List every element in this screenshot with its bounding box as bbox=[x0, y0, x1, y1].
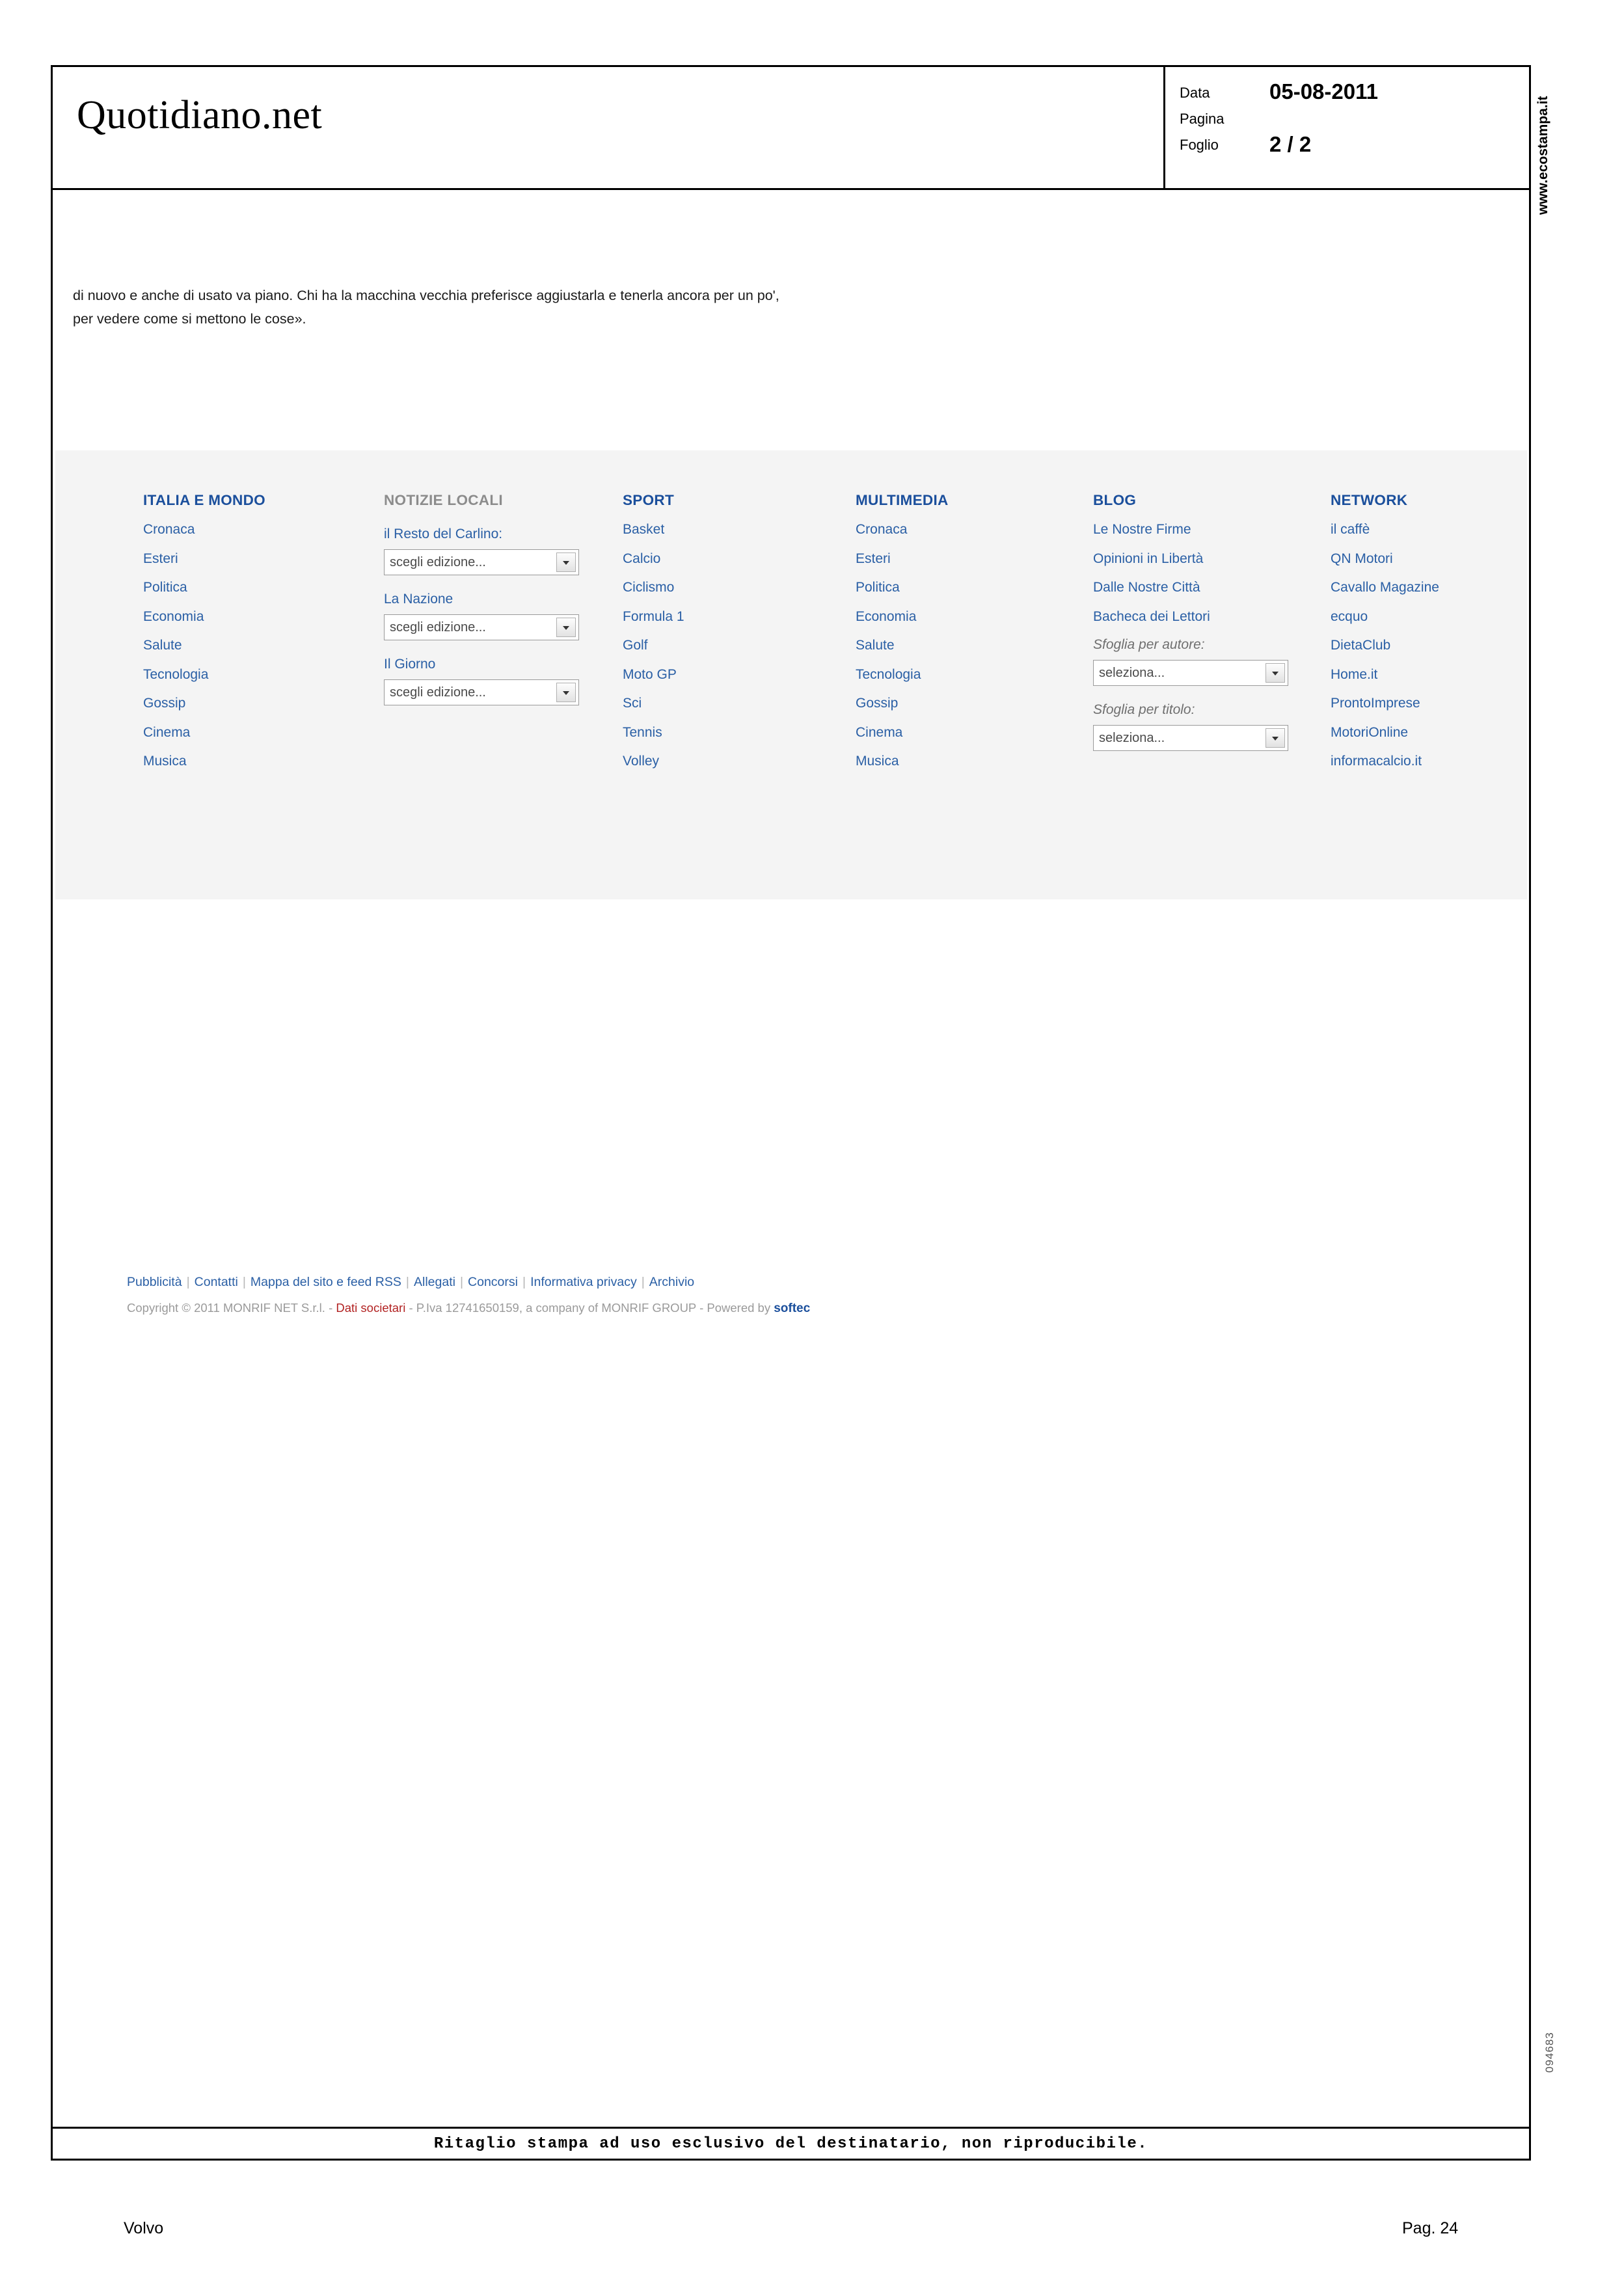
article-line-2: per vedere come si mettono le cose». bbox=[73, 311, 306, 327]
footer-link-archivio[interactable]: Archivio bbox=[649, 1275, 695, 1289]
link-item[interactable]: Politica bbox=[143, 580, 187, 595]
link-item[interactable]: il caffè bbox=[1331, 522, 1370, 537]
article-body bbox=[73, 284, 1244, 331]
link-item[interactable]: Musica bbox=[856, 754, 899, 769]
link-item[interactable]: ecquo bbox=[1331, 608, 1368, 624]
sitemap-column-network bbox=[1331, 492, 1439, 776]
sitemap-column-notizie-locali bbox=[384, 492, 579, 716]
copyright-monrif-group-link[interactable]: MONRIF GROUP bbox=[601, 1301, 696, 1315]
link-item[interactable]: Politica bbox=[856, 580, 900, 595]
footer-links: Pubblicità | Contatti | Mappa del sito e feed RSS | Allegati | Concorsi | Informativa privacy | Archivio bbox=[127, 1275, 695, 1289]
edition-select-il-giorno[interactable] bbox=[384, 679, 579, 705]
clipping-meta-box bbox=[1163, 65, 1583, 190]
link-item[interactable]: Gossip bbox=[143, 696, 186, 711]
link-list bbox=[623, 515, 684, 776]
footer-link-allegati[interactable]: Allegati bbox=[413, 1275, 455, 1289]
edition-label-il-giorno: Il Giorno bbox=[384, 657, 436, 672]
copyright-line bbox=[127, 1301, 810, 1316]
column-heading: MULTIMEDIA bbox=[856, 492, 949, 508]
edition-select-resto-del-carlino[interactable] bbox=[384, 549, 579, 575]
footer-link-pubblicita[interactable]: Pubblicità bbox=[127, 1275, 182, 1289]
sitemap-column-blog bbox=[1093, 492, 1288, 761]
link-item[interactable]: Ciclismo bbox=[623, 580, 675, 595]
footer-link-contatti[interactable]: Contatti bbox=[194, 1275, 238, 1289]
link-item[interactable]: Esteri bbox=[856, 551, 891, 566]
link-item[interactable]: Economia bbox=[856, 608, 917, 624]
blog-select-titolo[interactable] bbox=[1093, 725, 1288, 751]
watermark-url: www.ecostampa.it bbox=[1536, 96, 1550, 215]
link-item[interactable]: Tennis bbox=[623, 724, 662, 740]
ritaglio-text: Ritaglio stampa ad uso esclusivo del destinatario, non riproducibile. bbox=[433, 2135, 1148, 2153]
link-list bbox=[1093, 515, 1288, 631]
copyright-powered: - Powered by bbox=[696, 1301, 774, 1315]
document-frame bbox=[51, 65, 1531, 2161]
link-item[interactable]: DietaClub bbox=[1331, 638, 1391, 653]
link-item[interactable]: Salute bbox=[143, 638, 182, 653]
link-item[interactable]: Golf bbox=[623, 638, 648, 653]
meta-value-data: 05-08-2011 bbox=[1269, 79, 1378, 103]
link-item[interactable]: Home.it bbox=[1331, 666, 1378, 682]
link-item[interactable]: Cronaca bbox=[856, 522, 908, 537]
chevron-down-icon[interactable] bbox=[556, 618, 576, 637]
sitemap-column-sport bbox=[623, 492, 684, 776]
column-heading: SPORT bbox=[623, 492, 675, 508]
chevron-down-icon[interactable] bbox=[1265, 728, 1285, 748]
column-heading: NOTIZIE LOCALI bbox=[384, 492, 503, 508]
link-item[interactable]: Salute bbox=[856, 638, 895, 653]
link-item[interactable]: ProntoImprese bbox=[1331, 696, 1420, 711]
link-item[interactable]: Economia bbox=[143, 608, 204, 624]
bottom-right-page-number: Pag. 24 bbox=[1402, 2219, 1459, 2237]
link-list bbox=[143, 515, 265, 776]
select-value: scegli edizione... bbox=[390, 620, 486, 635]
bottom-left-label: Volvo bbox=[124, 2219, 164, 2237]
link-item[interactable]: Basket bbox=[623, 522, 665, 537]
blog-label-sfoglia-autore: Sfoglia per autore: bbox=[1093, 637, 1205, 652]
link-item[interactable]: Cronaca bbox=[143, 522, 195, 537]
link-item[interactable]: Le Nostre Firme bbox=[1093, 522, 1191, 537]
article-line-1: di nuovo e anche di usato va piano. Chi ha la macchina vecchia preferisce aggiustarla e tenerla ancora per un po', bbox=[73, 288, 779, 303]
masthead bbox=[51, 65, 1531, 190]
chevron-down-icon[interactable] bbox=[556, 683, 576, 702]
footer-link-informativa-privacy[interactable]: Informativa privacy bbox=[530, 1275, 637, 1289]
chevron-down-icon[interactable] bbox=[556, 553, 576, 572]
link-item[interactable]: Sci bbox=[623, 696, 642, 711]
footer-link-concorsi[interactable]: Concorsi bbox=[468, 1275, 518, 1289]
edition-label-resto-del-carlino: il Resto del Carlino: bbox=[384, 526, 503, 541]
meta-label-pagina: Pagina bbox=[1180, 111, 1225, 127]
link-list bbox=[1331, 515, 1439, 776]
link-item[interactable]: Gossip bbox=[856, 696, 899, 711]
link-item[interactable]: MotoriOnline bbox=[1331, 724, 1409, 740]
link-item[interactable]: Dalle Nostre Città bbox=[1093, 580, 1200, 595]
edition-select-la-nazione[interactable] bbox=[384, 614, 579, 640]
link-item[interactable]: Esteri bbox=[143, 551, 178, 566]
link-item[interactable]: Cinema bbox=[856, 724, 903, 740]
copyright-prefix: Copyright © 2011 MONRIF NET S.r.l. - bbox=[127, 1301, 336, 1315]
blog-label-sfoglia-titolo: Sfoglia per titolo: bbox=[1093, 702, 1195, 717]
link-item[interactable]: Tecnologia bbox=[856, 666, 921, 682]
edition-label-la-nazione: La Nazione bbox=[384, 592, 453, 607]
link-item[interactable]: QN Motori bbox=[1331, 551, 1393, 566]
select-value: scegli edizione... bbox=[390, 685, 486, 700]
link-item[interactable]: Moto GP bbox=[623, 666, 677, 682]
link-list bbox=[856, 515, 949, 776]
link-item[interactable]: Formula 1 bbox=[623, 608, 684, 624]
link-item[interactable]: informacalcio.it bbox=[1331, 754, 1422, 769]
sitemap-column-multimedia bbox=[856, 492, 949, 776]
link-item[interactable]: Calcio bbox=[623, 551, 661, 566]
select-value: seleziona... bbox=[1099, 666, 1165, 680]
clipping-code: 094683 bbox=[1543, 2032, 1556, 2073]
site-footer-block bbox=[55, 450, 1527, 1315]
meta-label-data: Data bbox=[1180, 85, 1210, 101]
publication-title: Quotidiano.net bbox=[77, 93, 323, 137]
link-item[interactable]: Cavallo Magazine bbox=[1331, 580, 1439, 595]
sitemap-column-italia-e-mondo bbox=[143, 492, 265, 776]
link-item[interactable]: Volley bbox=[623, 754, 660, 769]
link-item[interactable]: Tecnologia bbox=[143, 666, 209, 682]
copyright-softec-link[interactable]: softec bbox=[774, 1302, 811, 1315]
link-item[interactable]: Musica bbox=[143, 754, 187, 769]
link-item[interactable]: Opinioni in Libertà bbox=[1093, 551, 1204, 566]
copyright-dati-societari-link[interactable]: Dati societari bbox=[336, 1301, 406, 1315]
column-heading: NETWORK bbox=[1331, 492, 1408, 508]
ritaglio-notice bbox=[51, 2127, 1531, 2161]
meta-value-foglio: 2 / 2 bbox=[1269, 132, 1312, 156]
blog-select-autore[interactable] bbox=[1093, 660, 1288, 686]
copyright-middle: - P.Iva 12741650159, a company of bbox=[405, 1301, 602, 1315]
column-heading: ITALIA E MONDO bbox=[143, 492, 265, 508]
select-value: scegli edizione... bbox=[390, 555, 486, 569]
select-value: seleziona... bbox=[1099, 731, 1165, 745]
link-item[interactable]: Bacheca dei Lettori bbox=[1093, 608, 1210, 624]
column-heading: BLOG bbox=[1093, 492, 1137, 508]
chevron-down-icon[interactable] bbox=[1265, 663, 1285, 683]
footer-link-mappa-sito[interactable]: Mappa del sito e feed RSS bbox=[250, 1275, 401, 1289]
link-item[interactable]: Cinema bbox=[143, 724, 191, 740]
meta-label-foglio: Foglio bbox=[1180, 137, 1219, 153]
